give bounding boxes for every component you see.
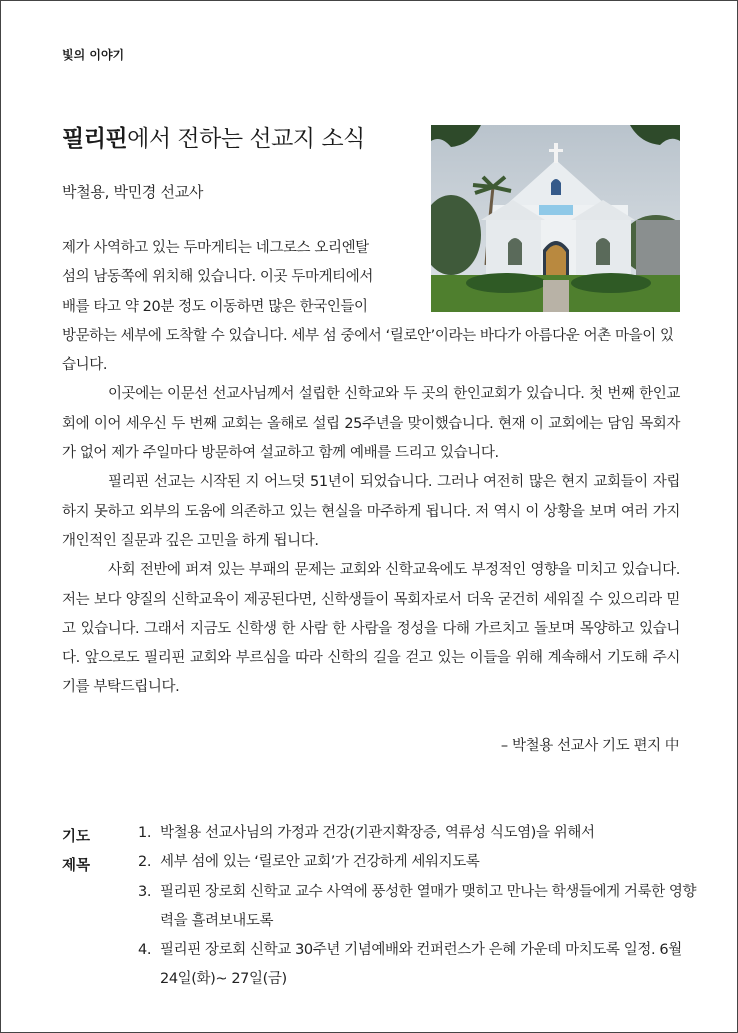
prayer-label: 기도 제목 [62, 829, 91, 875]
prayer-item [138, 936, 698, 995]
title-emphasis: 필리핀 [62, 126, 128, 152]
prayer-text: 박철용 선교사님의 가정과 건강(기관지확장증, 역류성 식도염)을 위해서 [160, 825, 595, 841]
article-title [62, 120, 365, 153]
prayer-text: 세부 섬에 있는 ‘릴로안 교회’가 건강하게 세워지도록 [160, 854, 480, 871]
prayer-item [138, 878, 698, 937]
letter-signature: – 박철용 선교사 기도 편지 中 [500, 738, 679, 754]
prayer-number: 4. [138, 942, 152, 959]
prayer-item [138, 819, 698, 848]
article-body [62, 234, 680, 703]
body-line: 섬의 남동쪽에 위치해 있습니다. 이곳 두마게티에서 [62, 269, 374, 286]
prayer-list [138, 819, 698, 995]
prayer-text: 필리핀 장로회 신학교 30주년 기념예배와 컨퍼런스가 은혜 가운데 마치도록 일정. 6월 24일(화)~ 27일(금) [160, 942, 682, 988]
prayer-text: 필리핀 장로회 신학교 교수 사역에 풍성한 열매가 맺히고 만나는 학생들에게 거룩한 영향력을 흘려보내도록 [160, 883, 697, 929]
section-label: 빛의 이야기 [62, 48, 125, 62]
prayer-number: 1. [138, 825, 152, 841]
paragraph-1-continued: 방문하는 세부에 도착할 수 있습니다. 세부 섬 중에서 ‘릴로안’이라는 바다가 아름다운 어촌 마을이 있습니다. [62, 327, 674, 374]
paragraph-3: 필리핀 선교는 시작된 지 어느덧 51년이 되었습니다. 그러나 여전히 많은 현지 교회들이 자립하지 못하고 외부의 도움에 의존하고 있는 현실을 마주하게 됩니다. 저 역시 이 상황을 보며 여러 가지 개인적인 질문과 깊은 고민을 하게 됩니다. [62, 474, 680, 549]
body-line: 제가 사역하고 있는 두마게티는 네그로스 오리엔탈 [62, 240, 369, 256]
prayer-item [138, 848, 698, 877]
prayer-number: 2. [138, 854, 152, 871]
article-authors: 박철용, 박민경 선교사 [62, 183, 204, 201]
body-line: 배를 타고 약 20분 정도 이동하면 많은 한국인들이 [62, 298, 368, 315]
prayer-number: 3. [138, 883, 152, 900]
title-rest: 에서 전하는 선교지 소식 [127, 126, 365, 152]
paragraph-2: 이곳에는 이문선 선교사님께서 설립한 신학교와 두 곳의 한인교회가 있습니다. 첫 번째 한인교회에 이어 세우신 두 번째 교회는 올해로 설립 25주년을 맞이했습니다. 현재 이 교회에는 담임 목회자가 없어 제가 주일마다 방문하여 설교하고 함께 예배를 드리고 있습니다. [62, 386, 680, 462]
paragraph-4: 사회 전반에 퍼져 있는 부패의 문제는 교회와 신학교육에도 부정적인 영향을 미치고 있습니다. 저는 보다 양질의 신학교육이 제공된다면, 신학생들이 목회자로서 더욱 굳건히 세워질 수 있으리라 믿고 있습니다. 그래서 지금도 신학생 한 사람 한 사람을 정성을 다해 가르치고 돌보며 목양하고 있습니다. 앞으로도 필리핀 교회와 부르심을 따라 신학의 길을 걷고 있는 이들을 위해 계속해서 기도해 주시기를 부탁드립니다. [62, 562, 680, 696]
